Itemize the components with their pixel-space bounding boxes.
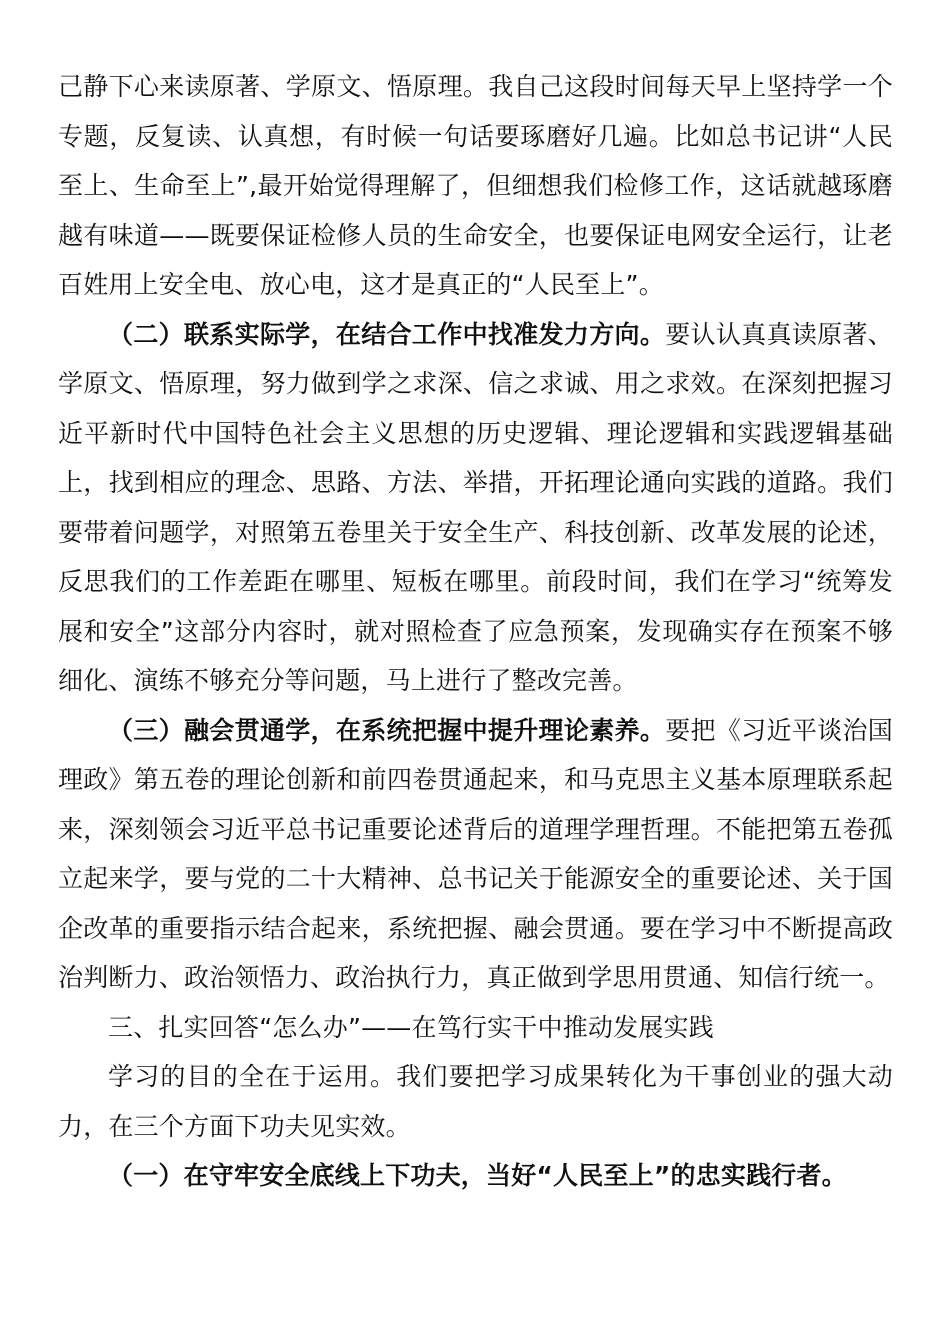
paragraph-text: 己静下心来读原著、学原文、悟原理。我自己这段时间每天早上坚持学一个专题，反复读、认真想，有时候一句话要琢磨好几遍。比如总书记讲“人民至上、生命至上”,最开始觉得理解了，但细想我们检修工作，这话就越琢磨越有味道——既要保证检修人员的生命安全，也要保证电网安全运行，让老百姓用上安全电、放心电，这才是真正的“人民至上”。 xyxy=(58,72,893,299)
paragraph-intro xyxy=(58,1052,893,1151)
paragraph-subsection-one xyxy=(58,1151,893,1201)
chapter-heading xyxy=(58,1003,893,1053)
document-body xyxy=(58,62,893,1201)
chapter-heading-text: 三、扎实回答“怎么办”——在笃行实干中推动发展实践 xyxy=(108,1012,714,1042)
section-heading: （二）联系实际学，在结合工作中找准发力方向。 xyxy=(108,319,666,349)
section-heading: （一）在守牢安全底线上下功夫，当好“人民至上”的忠实践行者。 xyxy=(108,1161,847,1190)
paragraph-section-two xyxy=(58,310,893,706)
paragraph-section-three xyxy=(58,706,893,1003)
paragraph-text: 要把《习近平谈治国理政》第五卷的理论创新和前四卷贯通起来，和马克思主义基本原理联系起来，深刻领会习近平总书记重要论述背后的道理学理哲理。不能把第五卷孤立起来学，要与党的二十大精神、总书记关于能源安全的重要论述、关于国企改革的重要指示结合起来，系统把握、融会贯通。要在学习中不断提高政治判断力、政治领悟力、政治执行力，真正做到学思用贯通、知信行统一。 xyxy=(58,715,893,992)
paragraph-text: 要认认真真读原著、学原文、悟原理，努力做到学之求深、信之求诚、用之求效。在深刻把握习近平新时代中国特色社会主义思想的历史逻辑、理论逻辑和实践逻辑基础上，找到相应的理念、思路、方法、举措，开拓理论通向实践的道路。我们要带着问题学，对照第五卷里关于安全生产、科技创新、改革发展的论述，反思我们的工作差距在哪里、短板在哪里。前段时间，我们在学习“统筹发展和安全”这部分内容时，就对照检查了应急预案，发现确实存在预案不够细化、演练不够充分等问题，马上进行了整改完善。 xyxy=(58,319,893,695)
paragraph-text: 学习的目的全在于运用。我们要把学习成果转化为干事创业的强大动力，在三个方面下功夫见实效。 xyxy=(58,1062,893,1141)
paragraph-continuation xyxy=(58,62,893,310)
section-heading: （三）融会贯通学，在系统把握中提升理论素养。 xyxy=(108,715,666,745)
